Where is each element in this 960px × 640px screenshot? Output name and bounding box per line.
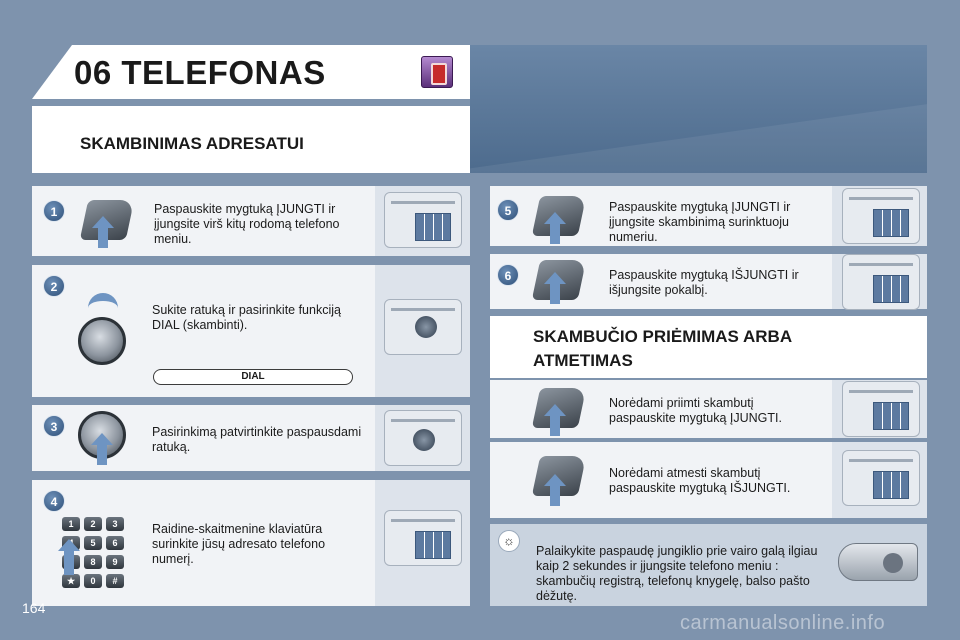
step-number: 6: [497, 264, 519, 286]
tip-text: Palaikykite paspaudę jungiklio prie vairo galą ilgiau kaip 2 sekundes ir įjungsite telefono meniu : skambučių registrą, telefonų knygelę, balso pašto dėžutę.: [536, 544, 818, 603]
arrow-up-icon: [550, 414, 560, 436]
radio-panel-icon: [384, 410, 462, 466]
page-number: 164: [22, 600, 46, 616]
radio-panel-icon: [842, 381, 920, 437]
step-2-text: Sukite ratuką ir pasirinkite funkciją DIAL (skambinti).: [152, 303, 341, 332]
rotary-knob-icon: [78, 317, 126, 365]
watermark: carmanualsonline.info: [680, 612, 886, 634]
step-5-panel: [490, 186, 927, 246]
phone-icon: [421, 56, 453, 88]
keypad-icon: 1 2 3 5 6 8 9 ★ 0 #: [60, 515, 128, 591]
step-number: 3: [43, 415, 65, 437]
step-6-panel: [490, 254, 927, 309]
chapter-title: 06 TELEFONAS: [74, 54, 326, 91]
radio-panel-icon: [384, 510, 462, 566]
radio-panel-icon: [384, 192, 462, 248]
step-6-text: Paspauskite mygtuką IŠJUNGTI ir išjungsite pokalbį.: [609, 268, 799, 297]
radio-panel-icon: [842, 254, 920, 310]
step-3-text: Pasirinkimą patvirtinkite paspausdami ratuką.: [152, 425, 362, 454]
rotate-arrow-icon: [88, 293, 118, 311]
step-number: 2: [43, 275, 65, 297]
step-1-panel: [32, 186, 470, 256]
header-banner: [470, 45, 927, 173]
dial-label: DIAL: [153, 369, 353, 385]
step-1-text: Paspauskite mygtuką ĮJUNGTI ir įjungsite virš kitų rodomą telefono meniu.: [154, 202, 340, 246]
radio-panel-icon: [842, 188, 920, 244]
step-5-text: Paspauskite mygtuką ĮJUNGTI ir įjungsite skambinimą surinktuoju numeriu.: [609, 200, 791, 244]
step-number: 1: [43, 200, 65, 222]
accept-call-text: Norėdami priimti skambutį paspauskite mygtuką ĮJUNGTI.: [609, 396, 782, 425]
radio-panel-icon: [842, 450, 920, 506]
reject-call-text: Norėdami atmesti skambutį paspauskite mygtuką IŠJUNGTI.: [609, 466, 791, 495]
accept-call-panel: [490, 380, 927, 438]
step-number: 5: [497, 199, 519, 221]
step-number: 4: [43, 490, 65, 512]
radio-panel-icon: [384, 299, 462, 355]
section-title: SKAMBINIMAS ADRESATUI: [80, 134, 304, 153]
arrow-up-icon: [98, 226, 108, 248]
arrow-up-icon: [550, 282, 560, 304]
section2-title: SKAMBUČIO PRIĖMIMAS ARBA ATMETIMAS: [533, 327, 792, 370]
step-4-text: Raidine-skaitmenine klaviatūra surinkite jūsų adresato telefono numerį.: [152, 522, 326, 566]
arrow-up-icon: [97, 443, 107, 465]
reject-call-panel: [490, 442, 927, 518]
step-3-panel: [32, 405, 470, 471]
arrow-up-icon: [550, 222, 560, 244]
sun-icon: ☼: [498, 530, 520, 552]
steering-stalk-icon: [838, 543, 918, 581]
arrow-up-icon: [64, 549, 74, 575]
arrow-up-icon: [550, 484, 560, 506]
